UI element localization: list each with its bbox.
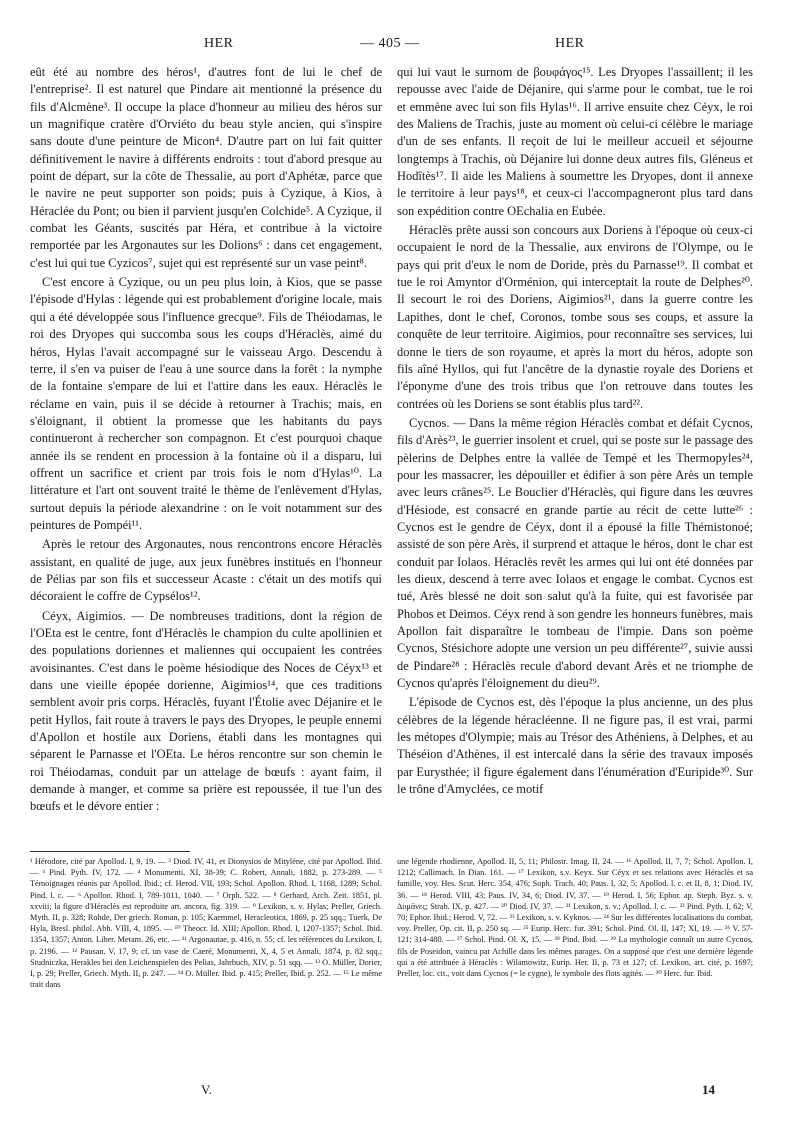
paragraph: Cycnos. — Dans la même région Héraclès combat et défait Cycnos, fils d'Arès²³, le guerrier insolent et cruel, qui se poste sur le passage des pèlerins de Delphes entre la vallée de Tempé et les Thermopyles²⁴, pour les massacrer, les dépouiller et édifier à son père Arès un temple avec leurs crânes²⁵. Le Bouclier d'Héraclès, qui figure dans les œuvres d'Hésiode, est consacré en grande partie au récit de cette lutte²⁶ : Cycnos est le gendre de Céyx, dont il a épousé la fille Thémistonoé; assisté de son père Arès, il surprend et attaque le héros, dont le char est conduit par Iolaos. Héraclès revêt les armes qui lui ont été données par les dieux, descend à terre avec Iolaos et engage le combat. Cycnos est tué, Arès blessé ne doit son salut qu'à la fuite, qui est favorisée par Phobos et Deimos. Céyx rend à son gendre les honneurs funèbres, mais Apollon fait disparaître le tombeau de l'impie. Dans son poème Cycnos, Stésichore adopte une version un peu différente²⁷, suivie aussi de Pindare²⁸ : Héraclès recule d'abord devant Arès et ne triomphe de Cycnos qu'après l'éloignement du dieu²⁹. bbox=[397, 415, 753, 691]
footnotes-right: une légende rhodienne, Apollod. II, 5, 11; Philostr. Imag. II, 24. — ¹⁶ Apollod. II, 7, 7; Schol. Apollon. I, 1212; Callimach. In Dian. 161. — ¹⁷ Lexikon, s.v. Keyx. Sur Céyx et ses relations avec Héraclès et sa famille, voy. Hes. Scut. Herc. 354, 476; Soph. Trach. 40; Paus. I, 32, 5; Apollod. l. c. et II, 8, 1; Diod. IV, 36. — ¹⁸ Herod. VIII, 43; Paus. IV, 34, 6; Diod. IV, 37. — ¹⁹ Herod. I, 56; Ephor. ap. Steph. Byz. s. v. Δυμᾶνες; Strab. IX, p. 427. — ²⁰ Diod. IV, 37. — ²¹ Lexikon, s. v.; Apollod. l. c. — ²² Pind. Pyth. I, 62; V, 70; Ephor. Ibid.; Herod. V, 72. — ²³ Lexikon, s. v. Kyknos. — ²⁴ Sur les différentes localisations du combat, voy. Preller, Op. cit. II, p. 250 sq. — ²⁵ Eurip. Herc. fur. 391; Schol. Pind. Ol. II, 147; XI, 19. — ²⁶ V. 57-121; 314-480. — ²⁷ Schol. Pind. Ol. X, 15. — ²⁸ Pind. Ibid. — ²⁹ La mythologie connaît un autre Cycnos, fils de Poseidon, vaincu par Achille dans les mêmes parages. On a supposé que c'est une dernière légende qui a été attribuée à Héraclès : Wilamowitz, Eurip. Her. II, p. 73 et 127; cf. Lexikon, art. cité, p. 1697; Preller, loc. cit., voit dans Cycnos (= le cygne), le symbole des flots agités. — ³⁰ Herc. fur. Ibid. bbox=[397, 857, 753, 979]
running-head-right: HER bbox=[555, 36, 585, 51]
sheet-number: 14 bbox=[702, 1082, 715, 1097]
paragraph: Céyx, Aigimios. — De nombreuses traditions, dont la région de l'OEta est le centre, font d'Héraclès le champion du culte apollinien et des populations doriennes et maliennes qui occupaient les contrées avoisinantes. C'est dans le poème hésiodique des Noces de Céyx¹³ et dans une vieille épopée dorienne, Aigimios¹⁴, que ces traditions semblent avoir pris corps. Héraclès, fuyant l'Étolie avec Déjanire et le petit Hyllos, fait route à travers le pays des Dryopes, le peuple ennemi d'Apollon et hostile aux Doriens, établi dans les montagnes qui séparent le Parnasse et l'OEta. Le héros rencontre sur son chemin le roi Théiodamas, conduit par un attelage de bœufs : ayant faim, il demande à manger, et comme sa prière est repoussée, il tue l'un des bœufs et le dévore entier : bbox=[30, 608, 382, 814]
paragraph: eût été au nombre des héros¹, d'autres font de lui le chef de l'entreprise². Il est naturel que Pindare ait mentionné la présence du fils d'Alcmène³. Il occupe la place d'honneur au milieu des héros sur un magnifique cratère d'Orviéto du beau style ancien, qui s'inspire sans doute d'une peinture de Micon⁴. D'autre part on lui fait quitter définitivement le navire à différents endroits : tout d'abord presque au point de départ, sur la côte de Thessalie, au port d'Aphétæ, parce que le navire ne peut supporter son poids; puis à Cyzique, à Kios, à Héraclée du Pont; ou bien il parvient jusqu'en Colchide⁵. A Cyzique, il combat les Géants, suscités par Héra, et contribue à la victoire remportée par les Argonautes sur les Dolions⁶ : dans cet engagement, c'est lui qui tue Cyzicos⁷, sujet qui est représenté sur un vase peint⁸. bbox=[30, 65, 382, 270]
paragraph: L'épisode de Cycnos est, dès l'époque la plus ancienne, un des plus célèbres de la légende héracléenne. Il ne figure pas, il est vrai, parmi les métopes d'Olympie; mais au Trésor des Athéniens, à Delphes, et au Théséion d'Athènes, il est intercalé dans la série des travaux imposés par Eurysthée; il figure également dans l'énumération d'Euripide³⁰. Sur le trône d'Amyclées, ce motif bbox=[397, 695, 753, 797]
page-number: — 405 — bbox=[360, 36, 420, 51]
footnote-rule bbox=[30, 851, 190, 852]
paragraph: C'est encore à Cyzique, ou un peu plus loin, à Kios, que se passe l'épisode d'Hylas : légende qui est probablement d'origine locale, mais qui a été développée sous l'influence grecque⁹. Fils de Théiodamas, le roi des Dryopes qui succomba sous les coups d'Héraclès, aimé du héros, Hylas l'avait accompagné sur le vaisseau Argo. Descendu à terre, il s'en va puiser de l'eau à une source dans la forêt : la nymphe de la fontaine s'empare de lui et l'attire dans les eaux. Héraclès le réclame en vain, puis il se décide à retourner à Trachis; mais, en s'éloignant, il obtient la promesse que les habitants du pays continueront à rechercher son compagnon. Et c'est pourquoi chaque année ils se rendent en procession à la fontaine où il a disparu, lui offrent un sacrifice et crient par trois fois le nom d'Hylas¹⁰. La littérature et l'art ont souvent traité le thème de l'enlèvement d'Hylas, surtout depuis la période alexandrine : on le voit notamment sur des peintures de Pompéi¹¹. bbox=[30, 275, 382, 532]
footnotes-left: ¹ Hérodore, cité par Apollod. I, 9, 19. — ² Diod. IV, 41, et Dionysios de Mitylène, cité par Apollod. Ibid. — ³ Pind. Pyth. IV, 172. — ⁴ Monumenti, XI, 38-39; C. Robert, Annali, 1882, p. 273-289. — ⁵ Témoignages réunis par Apollod. Ibid.; cf. Herod. VII, 193; Schol. Apollon. Rhod. I, 1168, 1289; Schol. Pind. l. c. — ⁶ Apollon. Rhod. I, 789-1011, 1040. — ⁷ Orph. 522. — ⁸ Gerhard, Arch. Zeit. 1851, pl. xxviii; la figure d'Héraclès est reproduite art. ancora, fig. 319. — ⁹ Lexikon, s. v. Hylas; Preller, Griech. Myth. II, p. 328; Rohde, Der griech. Roman, p. 105; Kaemmel, Heracleotica, 1869, p. 25 sqq.; Tuerk, De Hyla, Bresl. philol. Abh. VIII, 4, 1895. — ¹⁰ Theocr. Id. XIII; Apollon. Rhod. I, 1207-1357; Schol. Ibid. 1354, 1357; Anton. Liber. Metam. 26, etc. — ¹¹ Argonautae, p. 416, n. 55; cf. les références du Lexikon, I, p. 2196. — ¹² Pausan. V, 17, 9; cf. un vase de Caeré, Monumenti, X, 4, 5 et Annali, 1874, p. 82 sqq.; Studniczka, Herakles bei den Leichenspielen des Pelias, Jahrbuch, XIV, p. 51 sqq. — ¹³ O. Müller, Dorier, I, p. 29; Preller, Griech. Myth. II, p. 247. — ¹⁴ O. Müller. Ibid. p. 415; Preller, Ibid. p. 252. — ¹⁵ Le même trait dans bbox=[30, 857, 382, 990]
signature-mark: V. bbox=[201, 1082, 212, 1097]
right-column bbox=[397, 64, 753, 798]
paragraph: Après le retour des Argonautes, nous rencontrons encore Héraclès assistant, en qualité de juge, aux jeux funèbres institués en l'honneur de Pélias par son fils et successeur Acaste : c'était un des motifs qui décoraient le coffre de Cypsélos¹². bbox=[30, 537, 382, 604]
paragraph: qui lui vaut le surnom de βουφάγος¹⁵. Les Dryopes l'assaillent; il les repousse avec l'aide de Déjanire, qui s'arme pour le combat, tue le roi et emmène avec lui son fils Hylas¹⁶. Il arrive ensuite chez Céyx, le roi des Maliens de Trachis, juste au moment où celui-ci célèbre le mariage d'un de ses enfants. Il reçoit de lui le meilleur accueil et séjourne longtemps à Trachis, où Déjanire lui donne deux autres fils, Gléneus et Hodîtès¹⁷. Il aide les Maliens à soumettre les Dryopes, dont il annexe le territoire à leur pays¹⁸, et ceux-ci l'accompagneront plus tard dans son expédition contre OEchalia en Eubée. bbox=[397, 65, 753, 218]
running-head-left: HER bbox=[204, 36, 234, 51]
left-column bbox=[30, 64, 382, 816]
paragraph: Héraclès prête aussi son concours aux Doriens à l'époque où ceux-ci occupaient le nord de la Thessalie, aux environs de l'Olympe, ou le pays qui prit d'eux le nom de Doride, près du Parnasse¹⁹. Il combat et tue le roi Amyntor d'Orménion, qui interceptait la route de Delphes²⁰. Il secourt le roi des Doriens, Aigimios²¹, dans la guerre contre les Lapithes, dont le chef, Coronos, tombe sous ses coups, et assure la conquête de leur territoire. Aigimios, pour reconnaître ses services, lui donne le tiers de son royaume, et après la mort du héros, adopte son fils aîné Hyllos, qui fut l'ancêtre de la dynastie royale des Doriens et l'éponyme d'une des trois tribus que l'on retrouve dans toutes les contrées où les Doriens se sont établis plus tard²². bbox=[397, 223, 753, 411]
